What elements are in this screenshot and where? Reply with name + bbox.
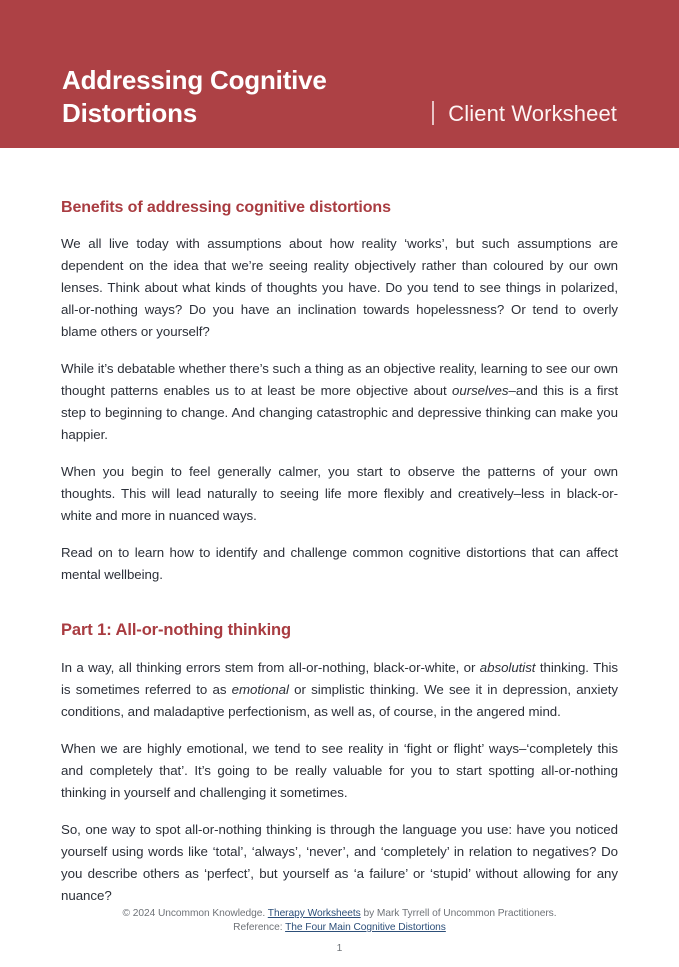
body-paragraph	[61, 461, 618, 527]
footer-copyright-line	[61, 907, 618, 921]
body-paragraph	[61, 358, 618, 446]
document-type-label: Client Worksheet	[448, 101, 617, 126]
text-run: So, one way to spot all-or-nothing thinking is through the language you use: have you noticed yourself using words like ‘total’, ‘always’, ‘never’, and ‘completely’ in relation to negatives? Do you describe others as ‘perfect’, but yourself as ‘a failure’ or ‘stupid’ without allowing for any nuance?	[61, 822, 618, 903]
body-paragraph	[61, 657, 618, 723]
text-run: We all live today with assumptions about how reality ‘works’, but such assumptions are dependent on the idea that we’re seeing reality objectively rather than coloured by our own lenses. Think about what kinds of thoughts you have. Do you tend to see things in polarized, all-or-nothing ways? Do you have an inclination towards hopelessness? Or tend to overly blame others or yourself?	[61, 236, 618, 339]
page-title: Addressing Cognitive Distortions	[62, 65, 327, 128]
document-body	[0, 148, 679, 907]
therapy-worksheets-link[interactable]: Therapy Worksheets	[267, 908, 361, 919]
body-paragraph	[61, 233, 618, 343]
text-run: When we are highly emotional, we tend to see reality in ‘fight or flight’ ways–‘completely this and completely that’. It’s going to be really valuable for you to start spotting all-or-nothing thinking in yourself and challenging it sometimes.	[61, 741, 618, 800]
text-run: When you begin to feel generally calmer, you start to observe the patterns of your own thoughts. This will lead naturally to seeing life more flexibly and creatively–less in black-or-white and more in nuanced ways.	[61, 464, 618, 523]
footer-copyright-suffix: by Mark Tyrrell of Uncommon Practitioners.	[360, 908, 557, 919]
page-header-banner	[0, 0, 679, 148]
section-heading-part-1: Part 1: All-or-nothing thinking	[61, 621, 292, 639]
emphasis-text: ourselves	[452, 383, 509, 398]
footer-reference-line	[61, 921, 618, 935]
section-benefits	[61, 198, 618, 586]
body-paragraph	[61, 738, 618, 804]
emphasis-text: absolutist	[479, 660, 536, 675]
text-run: Read on to learn how to identify and challenge common cognitive distortions that can affect mental wellbeing.	[61, 545, 618, 582]
page-number: 1	[336, 943, 343, 954]
section-heading-benefits: Benefits of addressing cognitive distortions	[61, 199, 391, 216]
body-paragraph	[61, 542, 618, 586]
text-run: While it’s debatable whether there’s such a thing as an objective reality, learning to see our own thought patterns enables us to at least be more objective about	[61, 361, 618, 398]
text-run: In a way, all thinking errors stem from all-or-nothing, black-or-white, or	[61, 660, 480, 675]
text-run: or simplistic thinking. We see it in depression, anxiety conditions, and maladaptive perfectionism, as well as, of course, in the angered mind.	[61, 682, 618, 719]
emphasis-text: emotional	[231, 682, 289, 697]
body-paragraph	[61, 819, 618, 907]
section-benefits-paragraphs	[61, 233, 618, 586]
section-part-1	[61, 620, 618, 907]
four-main-cognitive-distortions-link[interactable]: The Four Main Cognitive Distortions	[285, 922, 446, 933]
header-content	[62, 64, 617, 148]
page-footer	[0, 907, 679, 967]
header-subtitle-group	[432, 97, 617, 130]
vertical-divider-icon	[432, 101, 434, 125]
text-run: –and this is a first step to beginning to change. And changing catastrophic and depressive thinking can make you happier.	[61, 383, 618, 442]
footer-copyright-prefix: © 2024 Uncommon Knowledge.	[122, 908, 268, 919]
text-run: thinking. This is sometimes referred to as	[61, 660, 619, 697]
section-part-1-paragraphs	[61, 657, 618, 907]
footer-reference-prefix: Reference:	[233, 922, 286, 933]
